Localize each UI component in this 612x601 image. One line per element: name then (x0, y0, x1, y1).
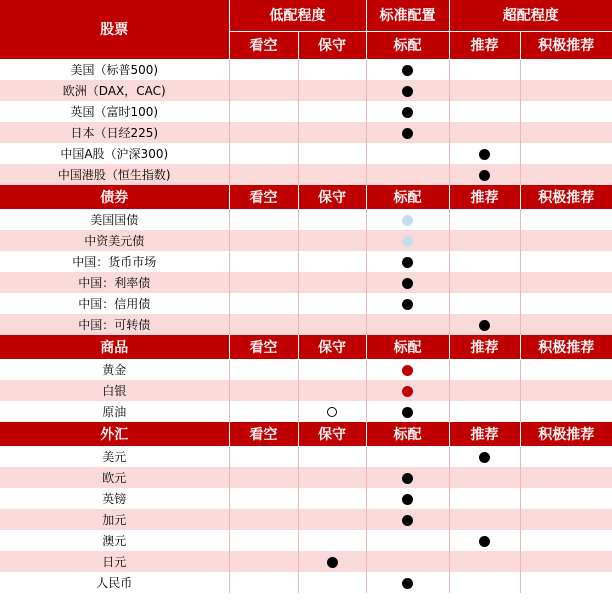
rating-cell (520, 230, 612, 251)
rating-cell (520, 251, 612, 272)
rating-cell (366, 467, 449, 488)
sub-header: 标配 (366, 31, 449, 59)
rating-cell (298, 251, 366, 272)
rating-cell (520, 509, 612, 530)
rating-cell (366, 251, 449, 272)
rating-cell (366, 122, 449, 143)
rating-cell (449, 293, 520, 314)
rating-cell (229, 164, 298, 185)
rating-cell (298, 164, 366, 185)
rating-cell (229, 314, 298, 335)
marker-dot (402, 257, 413, 268)
rating-cell (298, 488, 366, 509)
table-row (0, 380, 612, 401)
marker-dot (402, 386, 413, 397)
rating-cell (366, 488, 449, 509)
rating-cell (449, 467, 520, 488)
rating-cell (520, 467, 612, 488)
rating-cell (298, 359, 366, 380)
rating-cell (298, 59, 366, 80)
rating-cell (229, 59, 298, 80)
row-label: 欧洲（DAX，CAC) (0, 80, 229, 101)
table-row (0, 143, 612, 164)
rating-cell (366, 401, 449, 422)
marker-dot (402, 473, 413, 484)
rating-cell (366, 272, 449, 293)
marker-dot (402, 515, 413, 526)
rating-cell (449, 401, 520, 422)
row-label: 原油 (0, 401, 229, 422)
marker-dot (402, 215, 413, 226)
rating-cell (520, 551, 612, 572)
rating-cell (520, 380, 612, 401)
table-row (0, 572, 612, 593)
marker-dot (402, 578, 413, 589)
row-label: 中国：货币市场 (0, 251, 229, 272)
section-header-row (0, 185, 612, 209)
row-label: 中国：可转债 (0, 314, 229, 335)
rating-cell (520, 488, 612, 509)
table-row (0, 314, 612, 335)
sub-header: 看空 (229, 185, 298, 209)
table-row (0, 467, 612, 488)
section-header-row (0, 335, 612, 359)
rating-cell (449, 359, 520, 380)
sub-header: 保守 (298, 422, 366, 446)
sub-header: 看空 (229, 335, 298, 359)
row-label: 黄金 (0, 359, 229, 380)
table-row (0, 101, 612, 122)
rating-cell (298, 530, 366, 551)
rating-cell (229, 293, 298, 314)
marker-dot (402, 299, 413, 310)
sub-header: 标配 (366, 335, 449, 359)
sub-header: 保守 (298, 31, 366, 59)
marker-dot (402, 236, 413, 247)
row-label: 日元 (0, 551, 229, 572)
rating-cell (298, 209, 366, 230)
rating-cell (449, 122, 520, 143)
row-label: 加元 (0, 509, 229, 530)
table-row (0, 359, 612, 380)
sub-header: 保守 (298, 185, 366, 209)
table-row (0, 551, 612, 572)
rating-cell (449, 230, 520, 251)
rating-cell (520, 80, 612, 101)
rating-cell (520, 164, 612, 185)
sub-header: 积极推荐 (520, 185, 612, 209)
table-row (0, 122, 612, 143)
rating-cell (449, 509, 520, 530)
table-row (0, 230, 612, 251)
row-label: 中国港股（恒生指数) (0, 164, 229, 185)
sub-header: 推荐 (449, 335, 520, 359)
rating-cell (229, 80, 298, 101)
rating-cell (449, 488, 520, 509)
rating-cell (366, 80, 449, 101)
sub-header: 积极推荐 (520, 422, 612, 446)
rating-cell (366, 359, 449, 380)
row-label: 白银 (0, 380, 229, 401)
rating-cell (449, 164, 520, 185)
rating-cell (366, 551, 449, 572)
rating-cell (229, 509, 298, 530)
row-label: 美元 (0, 446, 229, 467)
rating-cell (366, 509, 449, 530)
rating-cell (449, 143, 520, 164)
table-row (0, 80, 612, 101)
rating-cell (366, 209, 449, 230)
rating-cell (298, 314, 366, 335)
rating-cell (449, 80, 520, 101)
table-row (0, 446, 612, 467)
rating-cell (229, 209, 298, 230)
rating-cell (298, 467, 366, 488)
row-label: 英镑 (0, 488, 229, 509)
rating-cell (520, 530, 612, 551)
rating-cell (366, 293, 449, 314)
group-header: 低配程度 (229, 0, 366, 31)
marker-dot (479, 536, 490, 547)
marker-dot (402, 278, 413, 289)
rating-cell (449, 101, 520, 122)
rating-cell (229, 272, 298, 293)
rating-cell (366, 101, 449, 122)
rating-cell (366, 143, 449, 164)
row-label: 中国：信用债 (0, 293, 229, 314)
rating-cell (366, 380, 449, 401)
table-row (0, 164, 612, 185)
rating-cell (520, 272, 612, 293)
rating-cell (298, 122, 366, 143)
sub-header: 看空 (229, 31, 298, 59)
rating-cell (520, 572, 612, 593)
rating-cell (229, 101, 298, 122)
table-row (0, 59, 612, 80)
sub-header: 积极推荐 (520, 335, 612, 359)
marker-dot (402, 86, 413, 97)
marker-dot (327, 557, 338, 568)
rating-cell (520, 293, 612, 314)
rating-cell (449, 251, 520, 272)
rating-cell (229, 488, 298, 509)
rating-cell (229, 359, 298, 380)
rating-cell (520, 143, 612, 164)
marker-dot (327, 407, 337, 417)
rating-cell (449, 572, 520, 593)
table-row (0, 209, 612, 230)
row-label: 中国：利率债 (0, 272, 229, 293)
rating-cell (229, 530, 298, 551)
rating-cell (449, 530, 520, 551)
marker-dot (402, 128, 413, 139)
table-row (0, 530, 612, 551)
rating-cell (366, 572, 449, 593)
row-label: 中国A股（沪深300) (0, 143, 229, 164)
section-title: 外汇 (0, 422, 229, 446)
rating-cell (229, 143, 298, 164)
rating-cell (298, 80, 366, 101)
rating-cell (449, 446, 520, 467)
marker-dot (402, 365, 413, 376)
marker-dot (402, 494, 413, 505)
rating-cell (298, 380, 366, 401)
rating-cell (298, 143, 366, 164)
sub-header: 积极推荐 (520, 31, 612, 59)
rating-cell (520, 209, 612, 230)
row-label: 欧元 (0, 467, 229, 488)
sub-header: 标配 (366, 185, 449, 209)
rating-cell (298, 101, 366, 122)
group-header-row (0, 0, 612, 31)
rating-cell (520, 401, 612, 422)
row-label: 美国（标普500) (0, 59, 229, 80)
rating-cell (229, 380, 298, 401)
rating-cell (366, 164, 449, 185)
section-title: 商品 (0, 335, 229, 359)
sub-header: 标配 (366, 422, 449, 446)
rating-cell (298, 446, 366, 467)
rating-cell (520, 446, 612, 467)
rating-cell (520, 359, 612, 380)
rating-cell (449, 59, 520, 80)
row-label: 澳元 (0, 530, 229, 551)
rating-cell (449, 380, 520, 401)
rating-cell (520, 122, 612, 143)
rating-cell (229, 446, 298, 467)
sub-header: 推荐 (449, 31, 520, 59)
row-label: 日本（日经225) (0, 122, 229, 143)
row-label: 中资美元债 (0, 230, 229, 251)
rating-cell (298, 230, 366, 251)
table-row (0, 401, 612, 422)
rating-cell (520, 314, 612, 335)
table-row (0, 272, 612, 293)
rating-cell (298, 272, 366, 293)
rating-cell (229, 572, 298, 593)
group-header: 超配程度 (449, 0, 612, 31)
rating-cell (449, 551, 520, 572)
table-row (0, 251, 612, 272)
rating-cell (449, 314, 520, 335)
rating-cell (520, 101, 612, 122)
rating-cell (366, 530, 449, 551)
marker-dot (479, 320, 490, 331)
marker-dot (479, 452, 490, 463)
rating-cell (366, 314, 449, 335)
rating-cell (229, 551, 298, 572)
section-title: 股票 (0, 0, 229, 59)
table-row (0, 488, 612, 509)
rating-cell (229, 251, 298, 272)
rating-cell (229, 230, 298, 251)
rating-cell (298, 293, 366, 314)
group-header: 标准配置 (366, 0, 449, 31)
rating-cell (366, 446, 449, 467)
rating-cell (520, 59, 612, 80)
sub-header: 保守 (298, 335, 366, 359)
rating-cell (298, 401, 366, 422)
rating-cell (229, 122, 298, 143)
rating-cell (229, 401, 298, 422)
rating-cell (298, 551, 366, 572)
row-label: 英国（富时100) (0, 101, 229, 122)
marker-dot (402, 107, 413, 118)
rating-cell (366, 230, 449, 251)
row-label: 美国国债 (0, 209, 229, 230)
marker-dot (479, 170, 490, 181)
rating-cell (298, 509, 366, 530)
marker-dot (402, 65, 413, 76)
marker-dot (402, 407, 413, 418)
rating-cell (229, 467, 298, 488)
row-label: 人民币 (0, 572, 229, 593)
sub-header: 看空 (229, 422, 298, 446)
section-header-row (0, 422, 612, 446)
rating-cell (298, 572, 366, 593)
section-title: 债券 (0, 185, 229, 209)
table-row (0, 509, 612, 530)
rating-cell (366, 59, 449, 80)
sub-header: 推荐 (449, 185, 520, 209)
table-row (0, 293, 612, 314)
rating-cell (449, 209, 520, 230)
sub-header: 推荐 (449, 422, 520, 446)
rating-cell (449, 272, 520, 293)
marker-dot (479, 149, 490, 160)
